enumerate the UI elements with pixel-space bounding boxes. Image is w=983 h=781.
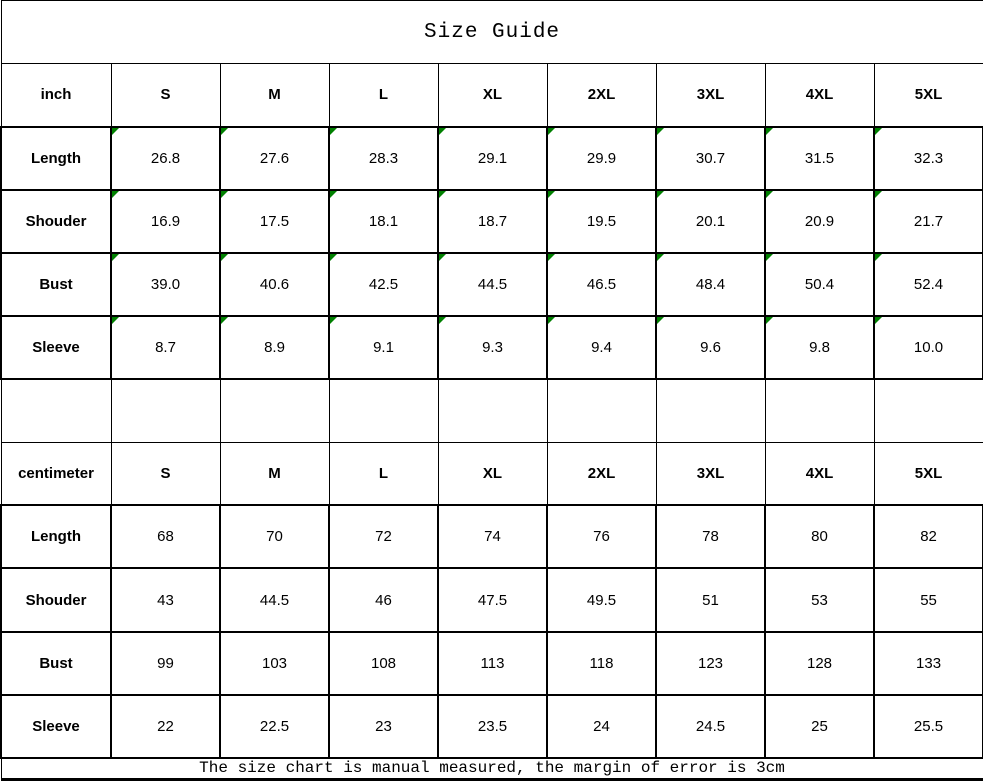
green-triangle-icon <box>766 254 773 261</box>
green-triangle-icon <box>112 191 119 198</box>
size-value-cell: 47.5 <box>438 568 547 631</box>
row-label-cell: Shouder <box>1 190 111 253</box>
green-triangle-icon <box>657 254 664 261</box>
size-value-cell: 22 <box>111 695 220 758</box>
green-triangle-icon <box>766 191 773 198</box>
size-value-cell: 46 <box>329 568 438 631</box>
size-header-row <box>1 64 983 127</box>
measurement-row <box>1 695 983 758</box>
size-value-cell: 44.5 <box>220 568 329 631</box>
size-header-cell: 2XL <box>547 442 656 505</box>
size-header-cell: L <box>329 442 438 505</box>
size-header-cell: XL <box>438 64 547 127</box>
unit-header-cell: centimeter <box>1 442 111 505</box>
title-row <box>1 1 983 64</box>
green-triangle-icon <box>330 317 337 324</box>
size-header-cell: 3XL <box>656 442 765 505</box>
size-header-row <box>1 442 983 505</box>
size-value-cell: 8.7 <box>111 316 220 379</box>
size-value-cell: 40.6 <box>220 253 329 316</box>
empty-cell <box>656 379 765 442</box>
size-value-cell: 52.4 <box>874 253 983 316</box>
size-value-cell: 118 <box>547 632 656 695</box>
size-value-cell: 8.9 <box>220 316 329 379</box>
size-value-cell: 19.5 <box>547 190 656 253</box>
green-triangle-icon <box>439 254 446 261</box>
size-value-cell: 53 <box>765 568 874 631</box>
size-value-cell: 46.5 <box>547 253 656 316</box>
size-value-cell: 113 <box>438 632 547 695</box>
size-value-cell: 16.9 <box>111 190 220 253</box>
empty-cell <box>329 379 438 442</box>
size-value-cell: 55 <box>874 568 983 631</box>
size-value-cell: 68 <box>111 505 220 568</box>
green-triangle-icon <box>221 254 228 261</box>
table-title: Size Guide <box>1 1 983 64</box>
size-value-cell: 17.5 <box>220 190 329 253</box>
measurement-row <box>1 190 983 253</box>
green-triangle-icon <box>548 128 555 135</box>
size-value-cell: 18.1 <box>329 190 438 253</box>
green-triangle-icon <box>330 254 337 261</box>
size-value-cell: 72 <box>329 505 438 568</box>
empty-cell <box>874 379 983 442</box>
size-value-cell: 30.7 <box>656 127 765 190</box>
size-value-cell: 51 <box>656 568 765 631</box>
title-section <box>1 1 983 64</box>
size-value-cell: 43 <box>111 568 220 631</box>
size-header-cell: 2XL <box>547 64 656 127</box>
green-triangle-icon <box>875 317 882 324</box>
green-triangle-icon <box>221 128 228 135</box>
green-triangle-icon <box>766 128 773 135</box>
size-value-cell: 80 <box>765 505 874 568</box>
green-triangle-icon <box>657 128 664 135</box>
size-value-cell: 42.5 <box>329 253 438 316</box>
green-triangle-icon <box>112 128 119 135</box>
unit-header-cell: inch <box>1 64 111 127</box>
size-value-cell: 9.3 <box>438 316 547 379</box>
green-triangle-icon <box>439 191 446 198</box>
green-triangle-icon <box>548 254 555 261</box>
size-value-cell: 28.3 <box>329 127 438 190</box>
measurement-row <box>1 505 983 568</box>
size-header-cell: M <box>220 442 329 505</box>
footer-row <box>1 758 983 780</box>
size-value-cell: 123 <box>656 632 765 695</box>
size-header-cell: 4XL <box>765 64 874 127</box>
green-triangle-icon <box>657 191 664 198</box>
row-label-cell: Shouder <box>1 568 111 631</box>
size-value-cell: 99 <box>111 632 220 695</box>
size-value-cell: 39.0 <box>111 253 220 316</box>
size-value-cell: 128 <box>765 632 874 695</box>
green-triangle-icon <box>439 317 446 324</box>
size-value-cell: 49.5 <box>547 568 656 631</box>
green-triangle-icon <box>112 254 119 261</box>
size-value-cell: 25 <box>765 695 874 758</box>
measurement-row <box>1 127 983 190</box>
table-body <box>1 64 983 758</box>
size-header-cell: 4XL <box>765 442 874 505</box>
size-value-cell: 20.9 <box>765 190 874 253</box>
size-value-cell: 18.7 <box>438 190 547 253</box>
size-value-cell: 9.4 <box>547 316 656 379</box>
spacer-row <box>1 379 983 442</box>
size-value-cell: 50.4 <box>765 253 874 316</box>
size-value-cell: 10.0 <box>874 316 983 379</box>
size-value-cell: 29.9 <box>547 127 656 190</box>
footer-section <box>1 758 983 780</box>
size-header-cell: L <box>329 64 438 127</box>
size-value-cell: 82 <box>874 505 983 568</box>
green-triangle-icon <box>875 128 882 135</box>
empty-cell <box>220 379 329 442</box>
size-value-cell: 9.1 <box>329 316 438 379</box>
green-triangle-icon <box>875 254 882 261</box>
size-value-cell: 21.7 <box>874 190 983 253</box>
size-value-cell: 70 <box>220 505 329 568</box>
row-label-cell: Bust <box>1 253 111 316</box>
green-triangle-icon <box>548 191 555 198</box>
green-triangle-icon <box>330 128 337 135</box>
row-label-cell: Bust <box>1 632 111 695</box>
size-value-cell: 108 <box>329 632 438 695</box>
green-triangle-icon <box>766 317 773 324</box>
size-value-cell: 44.5 <box>438 253 547 316</box>
size-value-cell: 9.6 <box>656 316 765 379</box>
row-label-cell: Length <box>1 127 111 190</box>
green-triangle-icon <box>221 191 228 198</box>
empty-cell <box>547 379 656 442</box>
row-label-cell: Sleeve <box>1 316 111 379</box>
green-triangle-icon <box>439 128 446 135</box>
size-value-cell: 133 <box>874 632 983 695</box>
size-header-cell: 3XL <box>656 64 765 127</box>
size-value-cell: 74 <box>438 505 547 568</box>
size-value-cell: 23.5 <box>438 695 547 758</box>
green-triangle-icon <box>112 317 119 324</box>
size-value-cell: 103 <box>220 632 329 695</box>
empty-cell <box>765 379 874 442</box>
measurement-row <box>1 568 983 631</box>
size-header-cell: XL <box>438 442 547 505</box>
size-value-cell: 32.3 <box>874 127 983 190</box>
size-value-cell: 26.8 <box>111 127 220 190</box>
measurement-row <box>1 253 983 316</box>
size-header-cell: S <box>111 442 220 505</box>
size-value-cell: 29.1 <box>438 127 547 190</box>
green-triangle-icon <box>875 191 882 198</box>
size-value-cell: 20.1 <box>656 190 765 253</box>
row-label-cell: Sleeve <box>1 695 111 758</box>
size-header-cell: 5XL <box>874 442 983 505</box>
measurement-row <box>1 632 983 695</box>
size-header-cell: M <box>220 64 329 127</box>
size-value-cell: 25.5 <box>874 695 983 758</box>
size-header-cell: 5XL <box>874 64 983 127</box>
measurement-row <box>1 316 983 379</box>
size-value-cell: 78 <box>656 505 765 568</box>
size-value-cell: 9.8 <box>765 316 874 379</box>
green-triangle-icon <box>548 317 555 324</box>
empty-cell <box>111 379 220 442</box>
size-value-cell: 24 <box>547 695 656 758</box>
size-value-cell: 31.5 <box>765 127 874 190</box>
size-header-cell: S <box>111 64 220 127</box>
size-value-cell: 48.4 <box>656 253 765 316</box>
green-triangle-icon <box>657 317 664 324</box>
size-value-cell: 76 <box>547 505 656 568</box>
empty-cell <box>1 379 111 442</box>
green-triangle-icon <box>330 191 337 198</box>
size-value-cell: 24.5 <box>656 695 765 758</box>
size-value-cell: 27.6 <box>220 127 329 190</box>
size-value-cell: 23 <box>329 695 438 758</box>
size-value-cell: 22.5 <box>220 695 329 758</box>
footer-note: The size chart is manual measured, the margin of error is 3cm <box>1 758 983 780</box>
empty-cell <box>438 379 547 442</box>
green-triangle-icon <box>221 317 228 324</box>
row-label-cell: Length <box>1 505 111 568</box>
